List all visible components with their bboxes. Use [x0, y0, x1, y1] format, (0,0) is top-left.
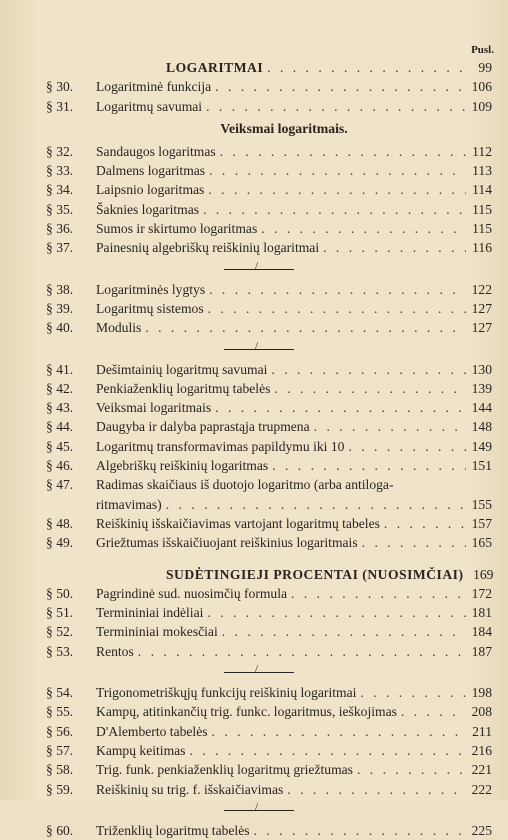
toc-entry — [46, 741, 492, 760]
dot-leader — [215, 77, 466, 96]
section-heading — [46, 565, 492, 584]
toc-entry — [46, 280, 492, 299]
heading-title: SUDĖTINGIEJI PROCENTAI (NUOSIMČIAI) — [166, 566, 464, 582]
section-number: § 48. — [46, 515, 74, 531]
heading-page-number: 169 — [473, 566, 494, 582]
entry-page-number: 221 — [471, 762, 492, 778]
toc-entry — [46, 200, 492, 219]
section-number: § 37. — [46, 240, 74, 256]
section-number: § 60. — [46, 822, 74, 838]
entry-title: Dešimtainių logaritmų savumai — [96, 361, 268, 377]
dot-leader — [209, 161, 466, 180]
heading-page-number: 99 — [478, 60, 492, 75]
section-number: § 50. — [46, 585, 74, 601]
toc-entry — [46, 760, 492, 779]
entry-title: Kampų keitimas — [96, 742, 186, 758]
entry-page-number: 165 — [471, 535, 492, 551]
entry-page-number: 155 — [471, 496, 492, 512]
entry-page-number: 216 — [471, 742, 492, 758]
entry-title: D'Alemberto tabelės — [96, 723, 208, 739]
section-number: § 46. — [46, 458, 74, 474]
toc-entry — [46, 318, 492, 337]
section-number: § 44. — [46, 419, 74, 435]
entry-page-number: 127 — [471, 300, 492, 316]
entry-page-number: 157 — [471, 515, 492, 531]
toc-entry — [46, 722, 492, 741]
entry-title: Termininiai mokesčiai — [96, 624, 218, 640]
section-separator — [46, 258, 492, 280]
section-number: § 49. — [46, 535, 74, 551]
entry-title: Algebriškų reiškinių logaritmas — [96, 458, 269, 474]
section-number: § 45. — [46, 438, 74, 454]
entry-title: Rentos — [96, 643, 134, 659]
entry-title: Veiksmai logaritmais — [96, 400, 212, 416]
heading-title: LOGARITMAI — [166, 60, 264, 75]
entry-title: Reiškinių su trig. f. išskaičiavimas — [96, 781, 284, 797]
spacer — [46, 553, 492, 565]
dot-leader — [209, 280, 466, 299]
toc-entry — [46, 417, 492, 436]
section-number: § 38. — [46, 281, 74, 297]
dot-leader — [212, 722, 466, 741]
entry-page-number: 115 — [472, 221, 492, 237]
entry-title: Termininiai indėliai — [96, 605, 204, 621]
toc-entry — [46, 514, 492, 533]
section-number: § 58. — [46, 762, 74, 778]
entry-page-number: 106 — [471, 79, 492, 95]
dot-leader — [314, 417, 466, 436]
section-number: § 54. — [46, 685, 74, 701]
entry-title: Daugyba ir dalyba paprastąja trupmena — [96, 419, 310, 435]
section-number: § 32. — [46, 143, 74, 159]
dot-leader — [401, 702, 466, 721]
entry-title: Trig. funk. penkiaženklių logaritmų griežtumas — [96, 762, 353, 778]
page-column-label: Pusl. — [471, 44, 494, 56]
dot-leader — [271, 360, 466, 379]
toc-entry — [46, 360, 492, 379]
toc-entry-continuation — [46, 495, 492, 514]
dot-leader — [206, 97, 466, 116]
section-heading — [46, 58, 492, 77]
entry-title: Trigonometriškųjų funkcijų reiškinių logaritmai — [96, 685, 357, 701]
toc-entry — [46, 603, 492, 622]
entry-page-number: 112 — [472, 143, 492, 159]
toc-entry — [46, 780, 492, 799]
toc-entry — [46, 379, 492, 398]
section-number: § 43. — [46, 400, 74, 416]
entry-page-number: 116 — [472, 240, 492, 256]
section-number: § 30. — [46, 79, 74, 95]
section-number: § 57. — [46, 742, 74, 758]
toc-entry — [46, 219, 492, 238]
dot-leader — [323, 238, 466, 257]
dot-leader — [203, 200, 466, 219]
entry-page-number: 222 — [471, 781, 492, 797]
dot-leader — [208, 299, 466, 318]
entry-title: Kampų, atitinkančių trig. funkc. logaritmus, ieškojimas — [96, 704, 397, 720]
dot-leader — [261, 219, 466, 238]
entry-title: Laipsnio logaritmas — [96, 182, 205, 198]
entry-page-number: 211 — [472, 723, 492, 739]
entry-page-number: 115 — [472, 201, 492, 217]
section-separator — [46, 661, 492, 683]
dot-leader — [220, 142, 466, 161]
section-number: § 42. — [46, 380, 74, 396]
section-number: § 40. — [46, 320, 74, 336]
section-number: § 59. — [46, 781, 74, 797]
section-number: § 55. — [46, 704, 74, 720]
section-number: § 51. — [46, 605, 74, 621]
dot-leader — [267, 58, 466, 77]
separator-mark: / — [255, 663, 259, 676]
entry-page-number: 148 — [471, 419, 492, 435]
toc-entry — [46, 456, 492, 475]
dot-leader — [189, 741, 466, 760]
dot-leader — [215, 398, 466, 417]
section-number: § 31. — [46, 98, 74, 114]
toc-entry — [46, 821, 492, 840]
entry-title: Penkiaženklių logaritmų tabelės — [96, 380, 271, 396]
toc-entry — [46, 238, 492, 257]
entry-title: Šaknies logaritmas — [96, 201, 200, 217]
entry-page-number: 122 — [471, 281, 492, 297]
table-of-contents — [46, 58, 492, 840]
toc-entry — [46, 642, 492, 661]
entry-page-number: 109 — [471, 98, 492, 114]
entry-title: Reiškinių išskaičiavimas vartojant logaritmų tabeles — [96, 515, 380, 531]
entry-title: Griežtumas išskaičiuojant reiškinius logaritmais — [96, 535, 358, 551]
entry-title: Painesnių algebriškų reiškinių logaritmai — [96, 240, 320, 256]
entry-page-number: 114 — [472, 182, 492, 198]
toc-entry — [46, 584, 492, 603]
toc-entry — [46, 437, 492, 456]
section-number: § 52. — [46, 624, 74, 640]
section-separator — [46, 799, 492, 821]
dot-leader — [254, 821, 466, 840]
toc-entry — [46, 398, 492, 417]
toc-entry — [46, 161, 492, 180]
section-number: § 56. — [46, 723, 74, 739]
toc-entry — [46, 142, 492, 161]
dot-leader — [208, 180, 466, 199]
dot-leader — [348, 437, 466, 456]
entry-title: Logaritminės lygtys — [96, 281, 206, 297]
entry-title: Pagrindinė sud. nuosimčių formula — [96, 585, 288, 601]
separator-mark: / — [255, 339, 259, 352]
dot-leader — [166, 495, 466, 514]
toc-entry — [46, 97, 492, 116]
entry-title: Logaritmų savumai — [96, 98, 203, 114]
entry-title: Logaritmų transformavimas papildymu iki 10 — [96, 438, 345, 454]
entry-page-number: 113 — [472, 163, 492, 179]
dot-leader — [357, 760, 466, 779]
entry-page-number: 172 — [471, 585, 492, 601]
entry-title-continued: ritmavimas) — [96, 496, 162, 512]
entry-title: Dalmens logaritmas — [96, 163, 206, 179]
toc-entry — [46, 622, 492, 641]
dot-leader — [291, 584, 466, 603]
section-number: § 36. — [46, 221, 74, 237]
dot-leader — [207, 603, 466, 622]
dot-leader — [222, 622, 466, 641]
entry-page-number: 144 — [471, 400, 492, 416]
section-number: § 39. — [46, 300, 74, 316]
separator-mark: / — [255, 259, 259, 272]
dot-leader — [362, 533, 466, 552]
entry-page-number: 181 — [471, 605, 492, 621]
entry-page-number: 139 — [471, 380, 492, 396]
dot-leader — [274, 379, 466, 398]
entry-page-number: 225 — [471, 822, 492, 838]
dot-leader — [145, 318, 466, 337]
entry-title: Sumos ir skirtumo logaritmas — [96, 221, 258, 237]
entry-page-number: 184 — [471, 624, 492, 640]
dot-leader — [360, 683, 466, 702]
section-number: § 41. — [46, 361, 74, 377]
toc-entry — [46, 77, 492, 96]
section-number: § 34. — [46, 182, 74, 198]
section-number: § 33. — [46, 163, 74, 179]
entry-title: Triženklių logaritmų tabelės — [96, 822, 250, 838]
subsection-heading: Veiksmai logaritmais. — [220, 120, 348, 136]
toc-entry — [46, 180, 492, 199]
entry-page-number: 130 — [471, 361, 492, 377]
entry-title: Modulis — [96, 320, 142, 336]
entry-title: Radimas skaičiaus iš duotojo logaritmo (arba antiloga- — [96, 477, 394, 493]
entry-page-number: 208 — [471, 704, 492, 720]
section-number: § 47. — [46, 477, 74, 493]
toc-entry — [46, 683, 492, 702]
dot-leader — [287, 780, 466, 799]
separator-mark: / — [255, 800, 259, 813]
entry-title: Sandaugos logaritmas — [96, 143, 216, 159]
dot-leader — [272, 456, 466, 475]
entry-page-number: 151 — [471, 458, 492, 474]
entry-page-number: 198 — [471, 685, 492, 701]
toc-entry — [46, 299, 492, 318]
section-separator — [46, 338, 492, 360]
entry-page-number: 127 — [471, 320, 492, 336]
dot-leader — [138, 642, 466, 661]
section-number: § 35. — [46, 201, 74, 217]
toc-entry — [46, 475, 492, 494]
entry-title: Logaritminė funkcija — [96, 79, 212, 95]
entry-page-number: 149 — [471, 438, 492, 454]
toc-entry — [46, 533, 492, 552]
dot-leader — [384, 514, 466, 533]
entry-page-number: 187 — [471, 643, 492, 659]
entry-title: Logaritmų sistemos — [96, 300, 204, 316]
section-number: § 53. — [46, 643, 74, 659]
toc-entry — [46, 702, 492, 721]
